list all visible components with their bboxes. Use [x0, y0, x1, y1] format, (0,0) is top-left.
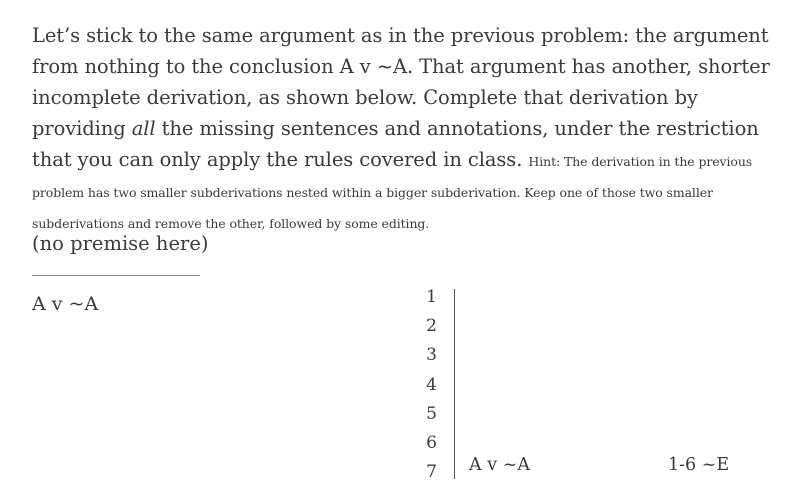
premise-divider	[32, 275, 200, 276]
line-number: 4	[426, 374, 437, 395]
premise-note: (no premise here)	[32, 232, 209, 255]
problem-text-part-2: the missing sentences and annotations, under the restriction that you can only apply the rules covered in class.	[32, 117, 759, 171]
line-number: 1	[426, 287, 437, 307]
derivation-line-numbers	[415, 283, 437, 487]
line-number: 7	[426, 462, 437, 483]
problem-hint: Hint: The derivation in the previous problem has two smaller subderivations nested within a bigger subderivation. Keep one of those two smaller subderivations and remove the other, followed by some editing.	[32, 154, 753, 231]
line-number: 3	[426, 345, 437, 366]
derivation-scope-line	[454, 289, 455, 479]
problem-emphasis: all	[131, 117, 156, 140]
line-number: 2	[426, 316, 437, 337]
final-line-sentence: A v ~A	[469, 455, 530, 475]
problem-statement	[32, 20, 792, 237]
final-line-annotation: 1-6 ~E	[668, 455, 730, 475]
line-number: 5	[426, 403, 437, 424]
line-number: 6	[426, 432, 437, 453]
argument-conclusion: A v ~A	[32, 293, 99, 315]
problem-text-part-1: Let’s stick to the same argument as in the previous problem: the argument from nothing to the conclusion A v ~A. That argument has another, shorter incomplete derivation, as shown below. Complete that derivation by providing	[32, 24, 770, 140]
